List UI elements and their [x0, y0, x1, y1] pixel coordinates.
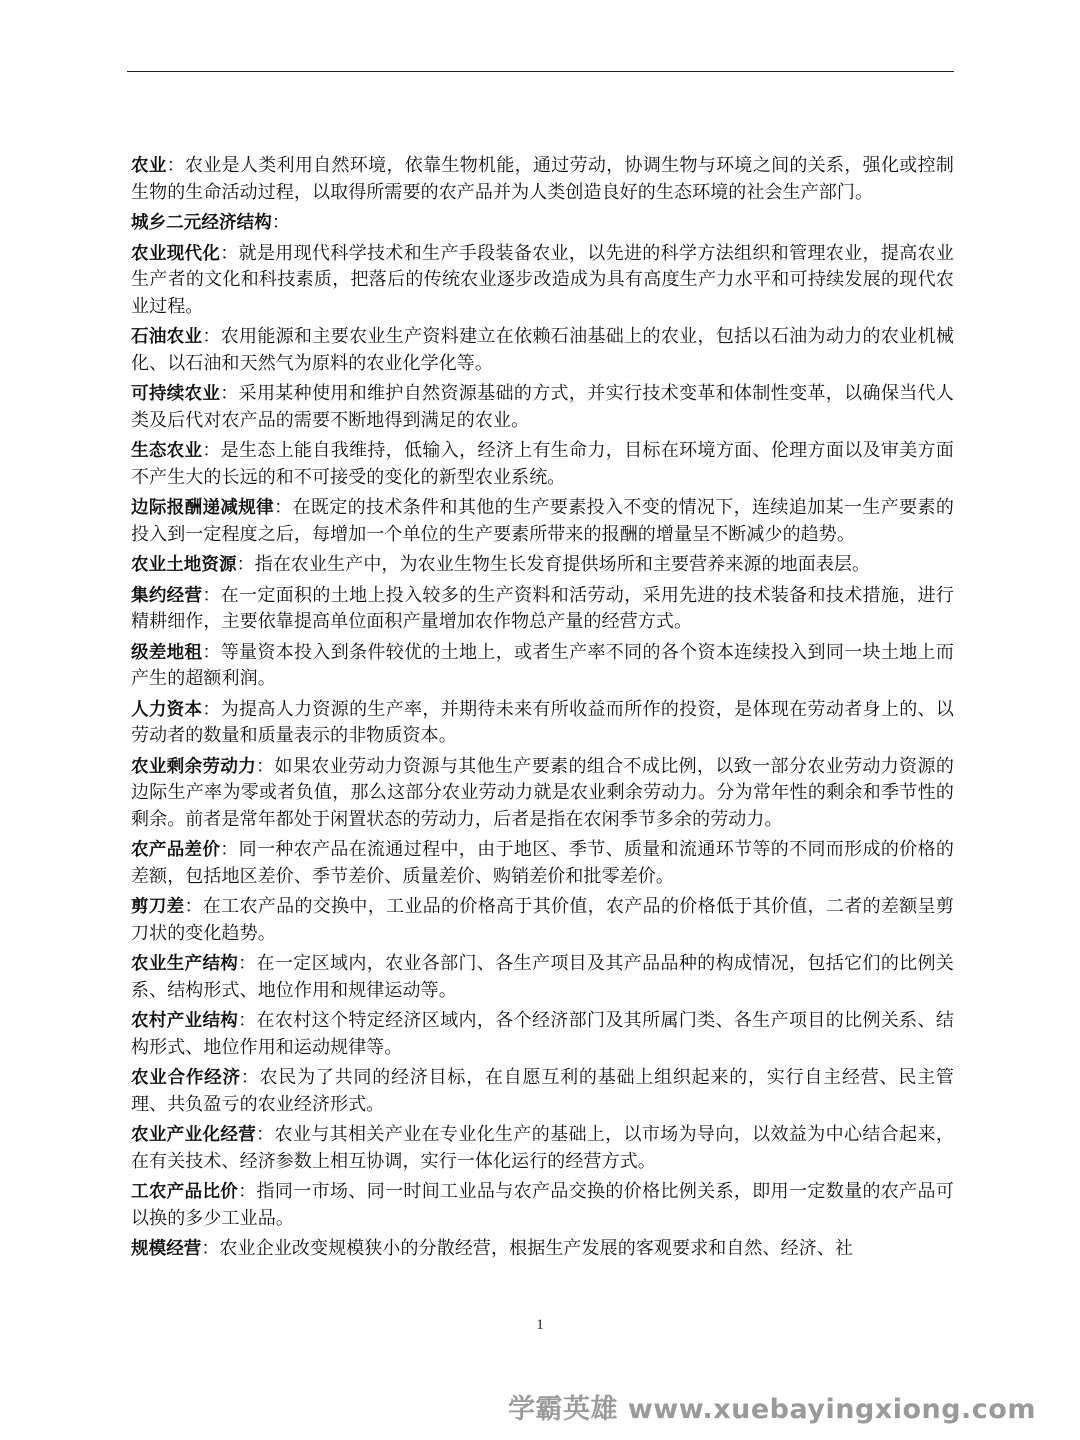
glossary-entry [131, 324, 954, 377]
entry-separator: ： [202, 584, 221, 606]
entry-definition: 在一定面积的土地上投入较多的生产资料和活劳动，采用先进的技术装备和技术措施，进行精耕细作，主要依靠提高单位面积产量增加农作物总产量的经营方式。 [131, 584, 954, 632]
glossary-entry [131, 1122, 954, 1175]
glossary-entry [131, 153, 954, 206]
glossary-entry [131, 951, 954, 1004]
entry-definition: 指同一市场、同一时间工业品与农产品交换的价格比例关系，即用一定数量的农产品可以换的多少工业品。 [131, 1181, 954, 1229]
glossary-entry [131, 1065, 954, 1118]
entry-separator: ： [202, 326, 221, 347]
glossary-entry [131, 210, 954, 237]
glossary-entry [131, 381, 954, 434]
glossary-entry [131, 754, 954, 834]
entry-term: 农业生产结构 [131, 954, 239, 974]
entry-separator: ： [202, 641, 221, 663]
entry-definition: 等量资本投入到条件较优的土地上，或者生产率不同的各个资本连续投入到同一块土地上而产生的超额利润。 [131, 641, 954, 689]
glossary-entry [131, 583, 954, 636]
glossary-entry [131, 241, 954, 321]
glossary-entry [131, 438, 954, 491]
entry-definition: 农业企业改变规模狭小的分散经营，根据生产发展的客观要求和自然、经济、社 [219, 1238, 854, 1259]
entry-separator: ： [184, 896, 203, 917]
entry-separator: ： [256, 1124, 275, 1145]
entry-definition: 如果农业劳动力资源与其他生产要素的组合不成比例，以致一部分农业劳动力资源的边际生产率为零或者负值，那么这部分农业劳动力就是农业剩余劳动力。分为常年性的剩余和季节性的剩余。前者是常年都处于闲置状态的劳动力，后者是指在农闲季节多余的劳动力。 [131, 755, 954, 830]
entry-term: 城乡二元经济结构 [131, 213, 272, 233]
glossary-entry [131, 697, 954, 750]
entry-term: 可持续农业 [131, 384, 221, 404]
entry-definition: 指在农业生产中，为农业生物生长发育提供场所和主要营养来源的地面表层。 [254, 554, 871, 575]
entry-definition: 同一种农产品在流通过程中，由于地区、季节、质量和流通环节等的不同而形成的价格的差额，包括地区差价、季节差价、质量差价、购销差价和批零差价。 [131, 839, 954, 887]
glossary-entry [131, 837, 954, 890]
page-number: 1 [536, 1317, 544, 1333]
entry-term: 农村产业结构 [131, 1011, 239, 1031]
entry-definition: 在农村这个特定经济区域内，各个经济部门及其所属门类、各生产项目的比例关系、结构形式、地位作用和运动规律等。 [131, 1010, 954, 1058]
entry-separator: ： [256, 755, 275, 777]
entry-definition: 在一定区域内，农业各部门、各生产项目及其产品品种的构成情况，包括它们的比例关系、结构形式、地位作用和规律运动等。 [131, 953, 954, 1001]
entry-separator: ： [201, 1238, 220, 1259]
entry-term: 集约经营 [131, 585, 203, 606]
entry-term: 规模经营 [131, 1239, 202, 1259]
entry-term: 人力资本 [131, 699, 203, 720]
entry-definition: 农业与其相关产业在专业化生产的基础上，以市场为导向，以效益为中心结合起来，在有关技术、经济参数上相互协调，实行一体化运行的经营方式。 [131, 1124, 954, 1172]
glossary-entry [131, 1008, 954, 1061]
entry-separator: ： [236, 554, 255, 575]
glossary-entry [131, 640, 954, 693]
entry-separator: ： [220, 242, 239, 264]
entry-term: 农业产业化经营 [131, 1125, 257, 1145]
site-watermark: 学霸英雄 www.xuebayingxiong.com [507, 1394, 1036, 1425]
header-rule [127, 71, 954, 72]
entry-definition: 在既定的技术条件和其他的生产要素投入不变的情况下，连续追加某一生产要素的投入到一定程度之后，每增加一个单位的生产要素所带来的报酬的增量呈不断减少的趋势。 [131, 497, 954, 545]
entry-term: 剪刀差 [131, 897, 185, 917]
entry-separator: ： [238, 1181, 257, 1202]
entry-term: 农产品差价 [131, 840, 221, 860]
entry-separator: ： [274, 497, 293, 518]
entry-definition: 农民为了共同的经济目标，在自愿互利的基础上组织起来的，实行自主经营、民主管理、共负盈亏的农业经济形式。 [131, 1067, 954, 1115]
entry-term: 工农产品比价 [131, 1182, 239, 1202]
entry-definition: 在工农产品的交换中，工业品的价格高于其价值，农产品的价格低于其价值，二者的差额呈剪刀状的变化趋势。 [131, 896, 954, 944]
entry-term: 农业现代化 [131, 243, 221, 264]
entry-separator: ： [271, 212, 290, 233]
entry-definition: 采用某种使用和维护自然资源基础的方式，并实行技术变革和体制性变革，以确保当代人类及后代对农产品的需要不断地得到满足的农业。 [131, 383, 954, 431]
entry-definition: 农业是人类利用自然环境，依靠生物机能，通过劳动，协调生物与环境之间的关系，强化或控制生物的生命活动过程，以取得所需要的农产品并为人类创造良好的生态环境的社会生产部门。 [131, 155, 955, 203]
entry-separator: ： [238, 953, 257, 974]
entry-definition: 就是用现代科学技术和生产手段装备农业，以先进的科学方法组织和管理农业，提高农业生产者的文化和科技素质，把落后的传统农业逐步改造成为具有高度生产力水平和可持续发展的现代农业过程。 [131, 242, 954, 317]
entry-separator: ： [202, 698, 221, 720]
glossary-entry [131, 1179, 954, 1232]
entry-definition: 为提高人力资源的生产率，并期待未来有所收益而所作的投资，是体现在劳动者身上的、以劳动者的数量和质量表示的非物质资本。 [131, 698, 954, 746]
entry-definition: 是生态上能自我维持，低输入，经济上有生命力，目标在环境方面、伦理方面以及审美方面不产生大的长远的和不可接受的变化的新型农业系统。 [131, 440, 954, 488]
entry-definition: 农用能源和主要农业生产资料建立在依赖石油基础上的农业，包括以石油为动力的农业机械化、以石油和天然气为原料的农业化学化等。 [131, 326, 954, 374]
entry-term: 石油农业 [131, 327, 203, 347]
glossary-entry [131, 1236, 954, 1263]
entry-term: 农业合作经济 [131, 1068, 241, 1088]
entry-term: 生态农业 [131, 441, 203, 461]
entry-term: 农业 [131, 156, 167, 176]
entry-separator: ： [220, 839, 239, 860]
entry-separator: ： [240, 1067, 260, 1088]
entry-separator: ： [166, 155, 185, 176]
entry-term: 边际报酬递减规律 [131, 498, 275, 518]
entry-separator: ： [220, 383, 239, 404]
entry-separator: ： [238, 1010, 257, 1031]
entry-separator: ： [202, 440, 221, 461]
glossary-entry [131, 552, 954, 579]
glossary-body [131, 153, 954, 1267]
glossary-entry [131, 894, 954, 947]
entry-term: 级差地租 [131, 642, 203, 663]
entry-term: 农业土地资源 [131, 555, 237, 575]
glossary-entry [131, 495, 954, 548]
entry-term: 农业剩余劳动力 [131, 756, 257, 777]
